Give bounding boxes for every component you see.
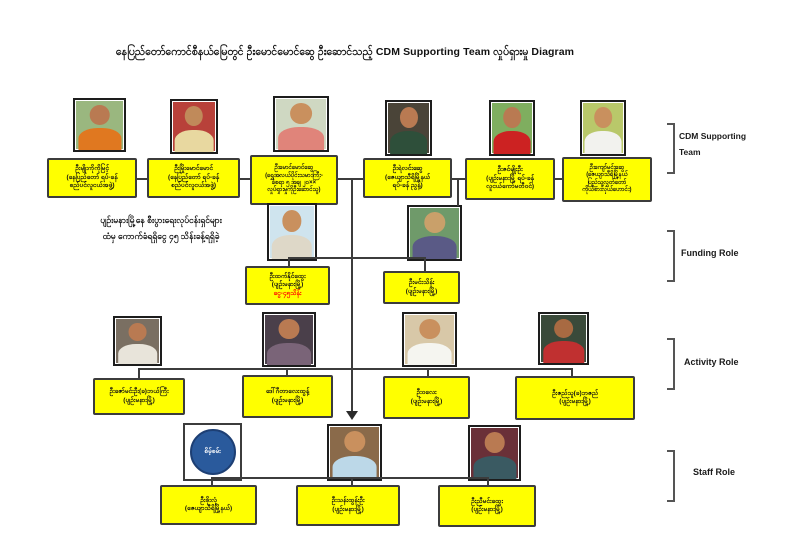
bracket — [667, 172, 674, 174]
member-detail: (နေပြည်တော် ရပ်-ခန် — [167, 173, 220, 181]
legend-activity-role: Activity Role — [684, 357, 739, 367]
member-name: ဦးဖိုးလုံ — [200, 496, 217, 504]
connector-line — [571, 368, 573, 376]
connector-line — [555, 178, 562, 180]
connector-line — [427, 368, 429, 376]
bracket — [667, 388, 674, 390]
member-name: ဦးမြိုးမောင်မောင် — [174, 165, 213, 173]
bracket — [667, 450, 674, 452]
member-name: ဦးသန်းထွန်းဦး — [331, 497, 365, 505]
member-name: ဒေါ်ဂီတာလေးထွန့် — [265, 388, 310, 396]
member-detail: (ဇေယျာသီရိမြို့နယ် — [384, 173, 431, 181]
funding-amount: ငွေ-၄၅သိန်း — [273, 289, 302, 297]
member-detail: စည်ပင်လူငယ်အဖွဲ့) — [69, 182, 115, 190]
member-box — [562, 157, 652, 202]
member-detail: (ပျဉ်းမနားမြို့ ရပ်-ခန် — [486, 174, 534, 182]
member-photo — [267, 203, 317, 261]
member-name: ဦးဇော်မင်းဦး(ခ)ဘယ်ကြီး — [109, 388, 169, 396]
legend-label: CDM Supporting — [679, 131, 747, 141]
member-detail: (နေပြည်တော် ရပ်-ခန် — [66, 173, 118, 181]
legend-label: Team — [679, 147, 701, 158]
member-photo — [468, 425, 521, 481]
member-box — [383, 271, 460, 304]
member-photo — [170, 99, 218, 154]
member-name: ဦးမောင်မောင်ဆွေ — [274, 165, 314, 172]
connector-line — [240, 178, 250, 180]
member-name: ဦးထက်နိုင်ထွေး — [269, 272, 306, 280]
member-detail: ကိုယ်စားလှယ်ဟောင်း) — [582, 186, 632, 193]
bracket — [673, 230, 675, 282]
connector-line — [137, 178, 147, 180]
member-box — [296, 485, 400, 526]
member-box — [515, 376, 635, 420]
member-photo — [402, 312, 457, 367]
member-photo — [489, 100, 535, 156]
logo-circle-icon — [190, 429, 236, 475]
member-box — [242, 375, 333, 418]
member-detail: (ပျဉ်းမနားမြို့) — [271, 281, 304, 289]
member-name: ဦးမင်းသိန်း — [408, 279, 435, 287]
member-photo — [73, 98, 126, 152]
member-photo — [385, 100, 432, 156]
member-name: ဦးဇင်မျိုးဦး — [497, 166, 523, 174]
member-box — [465, 158, 555, 200]
member-name: ဦးကျော်မင်းဆွေ — [589, 164, 625, 171]
connector-line — [211, 477, 213, 485]
member-box — [147, 158, 240, 198]
bracket — [667, 230, 674, 232]
legend-staff-role: Staff Role — [693, 467, 736, 477]
member-box — [250, 155, 338, 205]
organization-logo — [183, 423, 242, 481]
logo-text: စိမ့်စမ်း — [204, 447, 221, 455]
connector-line — [351, 477, 353, 485]
member-detail: (ဇေယျာသီရိမြို့နယ်) — [184, 505, 233, 512]
member-photo — [327, 424, 382, 481]
member-photo — [262, 312, 316, 367]
member-detail: (ပျဉ်းမနားမြို့) — [405, 287, 438, 295]
member-detail: ပြည်သူ့လွှတ်တော် — [587, 179, 627, 186]
arrow-down-icon — [346, 411, 358, 420]
bracket — [673, 123, 675, 174]
member-box — [383, 376, 470, 419]
member-box — [93, 378, 185, 415]
bracket — [667, 338, 674, 340]
funding-note — [50, 212, 272, 244]
connector-line — [211, 477, 489, 479]
bracket — [667, 500, 674, 502]
bracket — [667, 123, 674, 125]
member-detail: (ရွှေအလယ်ပိုင်းသမားကြီး- — [265, 172, 323, 179]
member-name: ဦးမျိုးကိုကိုမြင့် — [75, 165, 109, 173]
member-detail: ရပ်-ခန် ညွန့်) — [392, 182, 423, 190]
member-photo — [580, 100, 626, 156]
funding-note-line1: ပျဉ်းမနားမြို့နေ စီးပွားရေးလုပ်ငန်းရှင်များ — [100, 215, 222, 225]
member-detail: (ပျဉ်းမနားမြို့) — [559, 398, 591, 405]
bracket — [673, 450, 675, 502]
member-box — [245, 266, 330, 305]
member-detail: (ပျဉ်းမနားမြို့) — [410, 397, 443, 405]
member-photo — [113, 316, 162, 366]
connector-line — [288, 257, 426, 259]
member-name: ဦးညီမင်းထွေး — [471, 497, 503, 505]
connector-line — [286, 368, 288, 375]
connector-line — [288, 257, 290, 266]
member-photo — [538, 312, 589, 365]
member-photo — [273, 96, 329, 152]
member-box — [438, 485, 536, 527]
funding-note-line2: ထံမှ ကောက်ခံရရှိငွေ ၄၅ သိန်းခန့်ရရှိခဲ့ — [102, 231, 220, 242]
bracket — [673, 338, 675, 390]
connector-line — [351, 178, 353, 411]
member-detail: ခံစရာ ၅ အချ ၂၀×× — [271, 180, 317, 186]
connector-line — [487, 477, 489, 485]
page-title: နေပြည်တော်ကောင်စီနယ်မြေတွင် ဦးမောင်မောင်ဆွေ ဦးဆောင်သည့် CDM Supporting Team လှုပ်ရှားမှု Diagram — [115, 46, 575, 58]
member-detail: (ဇေယျာသီရိမြို့နယ် — [586, 172, 628, 179]
member-name: ဦးဇည်သူ(ခ)ဘဇည် — [551, 389, 599, 397]
member-detail: စည်ပင်လူငယ်အဖွဲ့) — [170, 182, 217, 190]
member-box — [47, 158, 137, 198]
connector-line — [457, 178, 459, 206]
bracket — [667, 280, 674, 282]
legend-cdm-supporting-team — [679, 128, 764, 160]
member-name: ဦးရဲလင်းဆွေ — [392, 165, 423, 173]
member-photo — [407, 205, 462, 261]
member-detail: (ပျဉ်းမနားမြို့) — [471, 506, 503, 513]
member-box — [160, 485, 257, 525]
member-name: ဦးဝလေး — [416, 389, 437, 397]
connector-line — [424, 257, 426, 271]
connector-line — [138, 368, 140, 378]
member-detail: လှုပ်ရှားမှုကိုဦးဆောင်သူ) — [267, 187, 321, 194]
member-box — [363, 158, 452, 198]
connector-line — [138, 368, 573, 370]
member-detail: လူငယ်ကော်မတီဝင်) — [485, 183, 535, 191]
legend-funding-role: Funding Role — [681, 248, 739, 258]
member-detail: (ပျဉ်းမနားမြို့) — [332, 505, 364, 513]
member-detail: (ပျဉ်းမနားမြို့) — [271, 396, 304, 404]
member-detail: (ပျဉ်းမနားမြို့) — [123, 396, 155, 404]
